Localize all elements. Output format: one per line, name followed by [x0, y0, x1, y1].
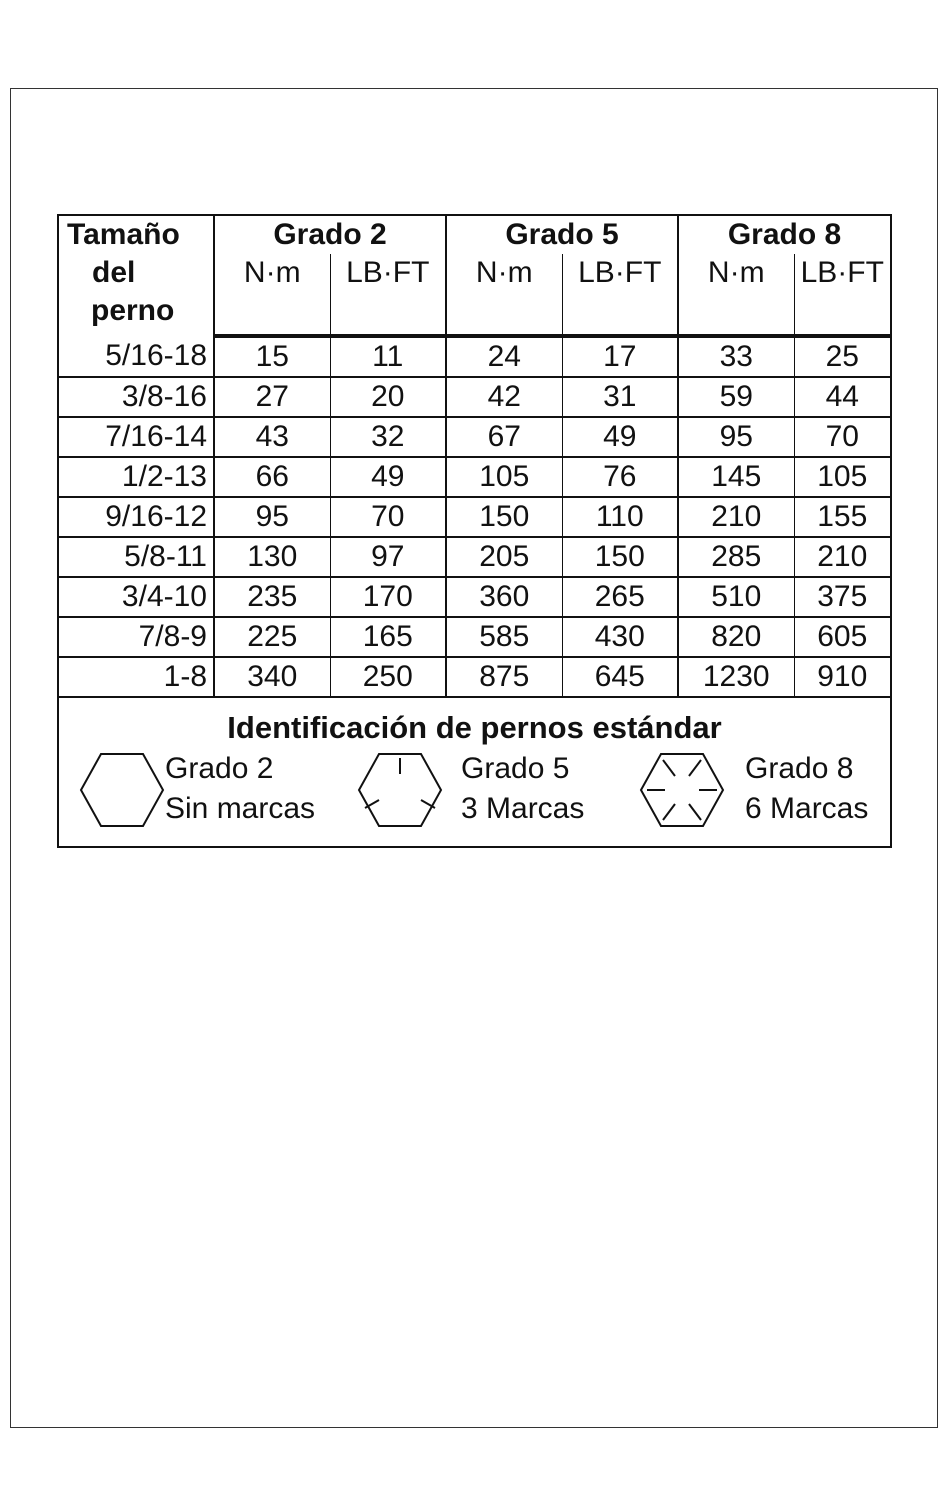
torque-value-cell: 43 — [214, 417, 330, 457]
bolt-size-cell: 3/8-16 — [59, 377, 214, 417]
torque-value-cell: 70 — [330, 497, 446, 537]
torque-value-cell: 150 — [562, 537, 678, 577]
torque-value-cell: 250 — [330, 657, 446, 697]
size-header-line: perno — [91, 294, 175, 327]
torque-value-cell: 210 — [678, 497, 794, 537]
unit-header: LB·FT — [562, 254, 678, 336]
table-row — [59, 417, 890, 457]
torque-value-cell: 210 — [794, 537, 890, 577]
torque-value-cell: 585 — [446, 617, 562, 657]
legend-grade-label: Grado 2 — [165, 752, 274, 785]
torque-value-cell: 17 — [562, 336, 678, 377]
torque-value-cell: 70 — [794, 417, 890, 457]
hexagon-3-marks-icon — [357, 750, 443, 830]
torque-value-cell: 59 — [678, 377, 794, 417]
grade-2-header: Grado 2 — [214, 216, 446, 254]
torque-value-cell: 285 — [678, 537, 794, 577]
identification-title: Identificación de pernos estándar — [227, 710, 722, 745]
unit-header: N·m — [214, 254, 330, 336]
torque-value-cell: 67 — [446, 417, 562, 457]
torque-value-cell: 340 — [214, 657, 330, 697]
unit-header: LB·FT — [330, 254, 446, 336]
bolt-size-cell: 7/16-14 — [59, 417, 214, 457]
torque-value-cell: 95 — [678, 417, 794, 457]
bolt-size-header — [59, 216, 214, 336]
bolt-size-cell: 1/2-13 — [59, 457, 214, 497]
torque-value-cell: 235 — [214, 577, 330, 617]
torque-value-cell: 430 — [562, 617, 678, 657]
torque-value-cell: 24 — [446, 336, 562, 377]
torque-value-cell: 145 — [678, 457, 794, 497]
table-row — [59, 537, 890, 577]
size-header-line: Tamaño — [67, 218, 180, 251]
torque-value-cell: 170 — [330, 577, 446, 617]
torque-value-cell: 11 — [330, 336, 446, 377]
torque-value-cell: 97 — [330, 537, 446, 577]
bolt-size-cell: 9/16-12 — [59, 497, 214, 537]
torque-value-cell: 225 — [214, 617, 330, 657]
table-row — [59, 497, 890, 537]
legend-marks-label: 6 Marcas — [745, 792, 869, 825]
unit-header: LB·FT — [794, 254, 890, 336]
torque-value-cell: 110 — [562, 497, 678, 537]
legend-marks-label: Sin marcas — [165, 792, 316, 825]
torque-value-cell: 165 — [330, 617, 446, 657]
legend-grade-label: Grado 5 — [461, 752, 570, 785]
torque-value-cell: 375 — [794, 577, 890, 617]
table-row — [59, 457, 890, 497]
legend-grade-label: Grado 8 — [745, 752, 854, 785]
legend-grade-2 — [79, 750, 339, 830]
legend-marks-label: 3 Marcas — [461, 792, 585, 825]
grade-5-header: Grado 5 — [446, 216, 678, 254]
torque-value-cell: 820 — [678, 617, 794, 657]
bolt-size-cell: 7/8-9 — [59, 617, 214, 657]
torque-value-cell: 49 — [330, 457, 446, 497]
torque-value-cell: 105 — [446, 457, 562, 497]
size-header-line: del — [92, 256, 136, 289]
torque-value-cell: 155 — [794, 497, 890, 537]
torque-value-cell: 15 — [214, 336, 330, 377]
torque-value-cell: 205 — [446, 537, 562, 577]
bolt-size-cell: 5/8-11 — [59, 537, 214, 577]
torque-value-cell: 49 — [562, 417, 678, 457]
torque-value-cell: 31 — [562, 377, 678, 417]
bolt-size-cell: 3/4-10 — [59, 577, 214, 617]
bolt-identification-legend — [59, 698, 890, 846]
torque-value-cell: 910 — [794, 657, 890, 697]
torque-value-cell: 510 — [678, 577, 794, 617]
torque-grid — [59, 216, 890, 698]
torque-value-cell: 76 — [562, 457, 678, 497]
torque-value-cell: 605 — [794, 617, 890, 657]
table-row — [59, 577, 890, 617]
bolt-size-cell: 1-8 — [59, 657, 214, 697]
torque-value-cell: 32 — [330, 417, 446, 457]
torque-value-cell: 27 — [214, 377, 330, 417]
torque-value-cell: 42 — [446, 377, 562, 417]
torque-value-cell: 875 — [446, 657, 562, 697]
torque-value-cell: 20 — [330, 377, 446, 417]
table-row — [59, 657, 890, 697]
torque-value-cell: 25 — [794, 336, 890, 377]
hexagon-no-marks-icon — [79, 750, 165, 830]
bolt-torque-table — [57, 214, 892, 848]
legend-grade-5 — [357, 750, 617, 830]
torque-value-cell: 645 — [562, 657, 678, 697]
hexagon-6-marks-icon — [639, 750, 725, 830]
torque-value-cell: 265 — [562, 577, 678, 617]
torque-value-cell: 105 — [794, 457, 890, 497]
table-row — [59, 617, 890, 657]
legend-grade-8 — [639, 750, 889, 830]
torque-value-cell: 150 — [446, 497, 562, 537]
torque-value-cell: 44 — [794, 377, 890, 417]
torque-value-cell: 360 — [446, 577, 562, 617]
unit-header: N·m — [678, 254, 794, 336]
torque-value-cell: 1230 — [678, 657, 794, 697]
bolt-size-cell: 5/16-18 — [59, 336, 214, 377]
torque-value-cell: 66 — [214, 457, 330, 497]
grade-8-header: Grado 8 — [727, 218, 842, 251]
table-row — [59, 336, 890, 377]
torque-value-cell: 95 — [214, 497, 330, 537]
torque-value-cell: 130 — [214, 537, 330, 577]
table-row — [59, 377, 890, 417]
unit-header: N·m — [446, 254, 562, 336]
torque-value-cell: 33 — [678, 336, 794, 377]
